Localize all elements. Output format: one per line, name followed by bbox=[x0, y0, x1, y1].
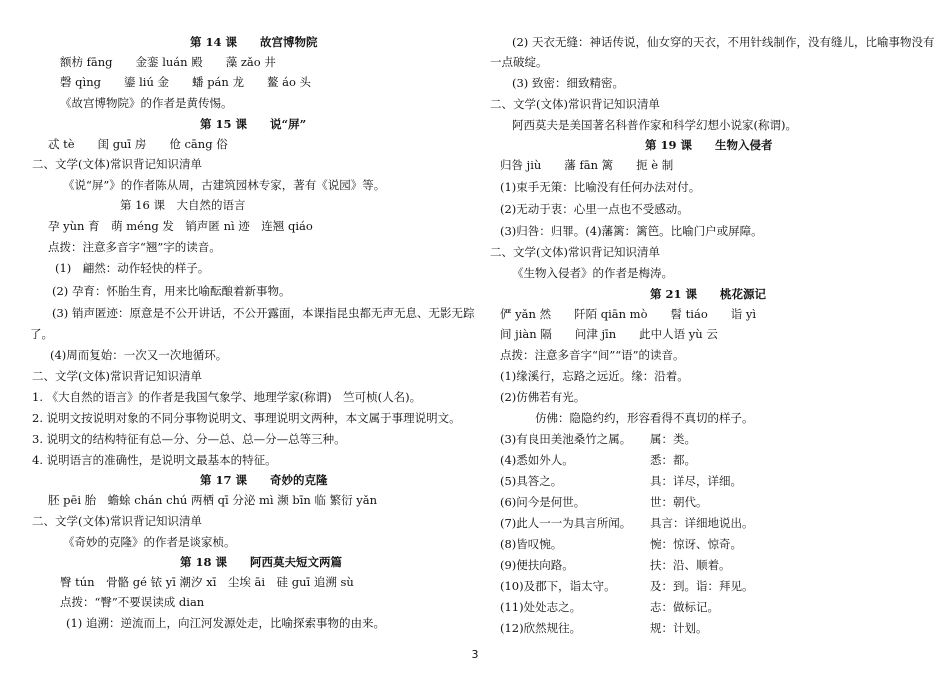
text-line: 二、文学(文体)常识背记知识清单 bbox=[490, 245, 660, 259]
text-line: 二、文学(文体)常识背记知识清单 bbox=[490, 97, 660, 111]
text-line: 阿西莫夫是美国著名科普作家和科学幻想小说家(称谓)。 bbox=[512, 118, 797, 132]
text-line: (12)欣然规往。 bbox=[500, 621, 582, 635]
text-line: 点拨：“臀”不要误读成 dian bbox=[60, 595, 205, 609]
text-line: 孕 yùn 育 萌 méng 发 销声匿 nì 迹 连翘 qiáo bbox=[48, 219, 313, 233]
text-line: 点拨：注意多音字“翘”字的读音。 bbox=[48, 240, 221, 254]
text-line: 《故宫博物院》的作者是黄传惕。 bbox=[60, 96, 233, 110]
text-line: 世：朝代。 bbox=[650, 495, 708, 509]
text-line: 3. 说明文的结构特征有总—分、分—总、总—分—总等三种。 bbox=[32, 432, 346, 446]
lesson-heading: 第 21 课 桃花源记 bbox=[650, 287, 767, 301]
lesson-heading: 第 18 课 阿西莫夫短文两篇 bbox=[180, 555, 343, 569]
text-line: (9)便扶向路。 bbox=[500, 558, 574, 572]
text-line: 4. 说明语言的准确性，是说明文最基本的特征。 bbox=[32, 453, 277, 467]
text-line: 臀 tún 骨骼 gé 铱 yī 潮汐 xī 尘埃 āi 硅 guī 追溯 sù bbox=[60, 575, 354, 589]
lesson-heading: 第 15 课 说“屏” bbox=[200, 117, 307, 131]
text-line: 《生物入侵者》的作者是梅涛。 bbox=[512, 266, 673, 280]
text-line: 具言：详细地说出。 bbox=[650, 516, 754, 530]
text-line: (2)仿佛若有光。 bbox=[500, 390, 586, 404]
text-line: (6)问今是何世。 bbox=[500, 495, 586, 509]
text-line: 悉：都。 bbox=[650, 453, 696, 467]
text-line: 属：类。 bbox=[650, 432, 696, 446]
text-line: 志：做标记。 bbox=[650, 600, 719, 614]
text-line: (3)归咎：归罪。(4)藩篱：篱笆。比喻门户或屏障。 bbox=[500, 224, 763, 238]
text-line: 及：到。诣：拜见。 bbox=[650, 579, 754, 593]
text-line: 规：计划。 bbox=[650, 621, 708, 635]
text-line: 一点破绽。 bbox=[490, 55, 548, 69]
text-line: (8)皆叹惋。 bbox=[500, 537, 563, 551]
page-number: 3 bbox=[471, 648, 479, 661]
text-line: 二、文学(文体)常识背记知识清单 bbox=[32, 369, 202, 383]
text-line: 惋：惊讶、惊奇。 bbox=[650, 537, 742, 551]
text-line: 胚 pēi 胎 蟾蜍 chán chú 两栖 qī 分泌 mì 濒 bīn 临 繁衍 yǎn bbox=[48, 493, 378, 507]
text-line: (4)周而复始：一次又一次地循环。 bbox=[50, 348, 228, 362]
text-line: 仿佛：隐隐约约，形容看得不真切的样子。 bbox=[535, 411, 754, 425]
lesson-heading: 第 17 课 奇妙的克隆 bbox=[200, 473, 328, 487]
text-line: 忒 tè 闺 guī 房 伧 cāng 俗 bbox=[48, 137, 228, 151]
text-line: (3) 销声匿迹：原意是不公开讲话，不公开露面，本课指昆虫都无声无息、无影无踪 bbox=[52, 306, 475, 320]
text-line: (5)具答之。 bbox=[500, 474, 563, 488]
text-line: (1)缘溪行，忘路之远近。缘：沿着。 bbox=[500, 369, 689, 383]
text-line: 1. 《大自然的语言》的作者是我国气象学、地理学家(称谓) 竺可桢(人名)。 bbox=[32, 390, 422, 404]
text-line: (1) 翩然：动作轻快的样子。 bbox=[55, 261, 210, 275]
text-line: (10)及郡下，诣太守。 bbox=[500, 579, 616, 593]
text-line: 扶：沿、顺着。 bbox=[650, 558, 731, 572]
lesson-heading: 第 14 课 故宫博物院 bbox=[190, 35, 318, 49]
text-line: 点拨：注意多音字“间”“语”的读音。 bbox=[500, 348, 685, 362]
text-line: (4)悉如外人。 bbox=[500, 453, 574, 467]
text-line: 具：详尽，详细。 bbox=[650, 474, 742, 488]
text-line: 额枋 fāng 金銮 luán 殿 藻 zǎo 井 bbox=[60, 55, 276, 69]
text-line: 归咎 jiù 藩 fān 篱 扼 è 制 bbox=[500, 158, 674, 172]
text-line: 二、文学(文体)常识背记知识清单 bbox=[32, 157, 202, 171]
text-line: (1) 追溯：逆流而上，向江河发源处走，比喻探索事物的由来。 bbox=[66, 616, 385, 630]
text-line: (2)无动于衷：心里一点也不受感动。 bbox=[500, 202, 689, 216]
lesson-heading: 第 19 课 生物入侵者 bbox=[645, 138, 773, 152]
text-line: 间 jiàn 隔 问津 jīn 此中人语 yù 云 bbox=[500, 327, 718, 341]
text-line: (3)有良田美池桑竹之属。 bbox=[500, 432, 632, 446]
text-line: 二、文学(文体)常识背记知识清单 bbox=[32, 514, 202, 528]
text-line: (11)处处志之。 bbox=[500, 600, 582, 614]
text-line: 《奇妙的克隆》的作者是谈家桢。 bbox=[63, 535, 236, 549]
text-line: 磬 qìng 鎏 liú 金 蟠 pán 龙 鳌 áo 头 bbox=[60, 75, 312, 89]
text-line: 了。 bbox=[30, 327, 53, 341]
text-line: 《说“屏”》的作者陈从周，古建筑园林专家，著有《说园》等。 bbox=[63, 178, 386, 192]
text-line: 第 16 课 大自然的语言 bbox=[120, 198, 246, 212]
text-line: 俨 yǎn 然 阡陌 qiān mò 髫 tiáo 诣 yì bbox=[500, 307, 757, 321]
text-line: (7)此人一一为具言所闻。 bbox=[500, 516, 632, 530]
text-line: (3) 致密：细致精密。 bbox=[512, 76, 624, 90]
text-line: 2. 说明文按说明对象的不同分事物说明文、事理说明文两种，本文属于事理说明文。 bbox=[32, 411, 461, 425]
text-line: (2) 孕育：怀胎生育，用来比喻酝酿着新事物。 bbox=[52, 284, 291, 298]
text-line: (2) 天衣无缝：神话传说，仙女穿的天衣，不用针线制作，没有缝儿，比喻事物没有 bbox=[512, 35, 935, 49]
text-line: (1)束手无策：比喻没有任何办法对付。 bbox=[500, 180, 701, 194]
